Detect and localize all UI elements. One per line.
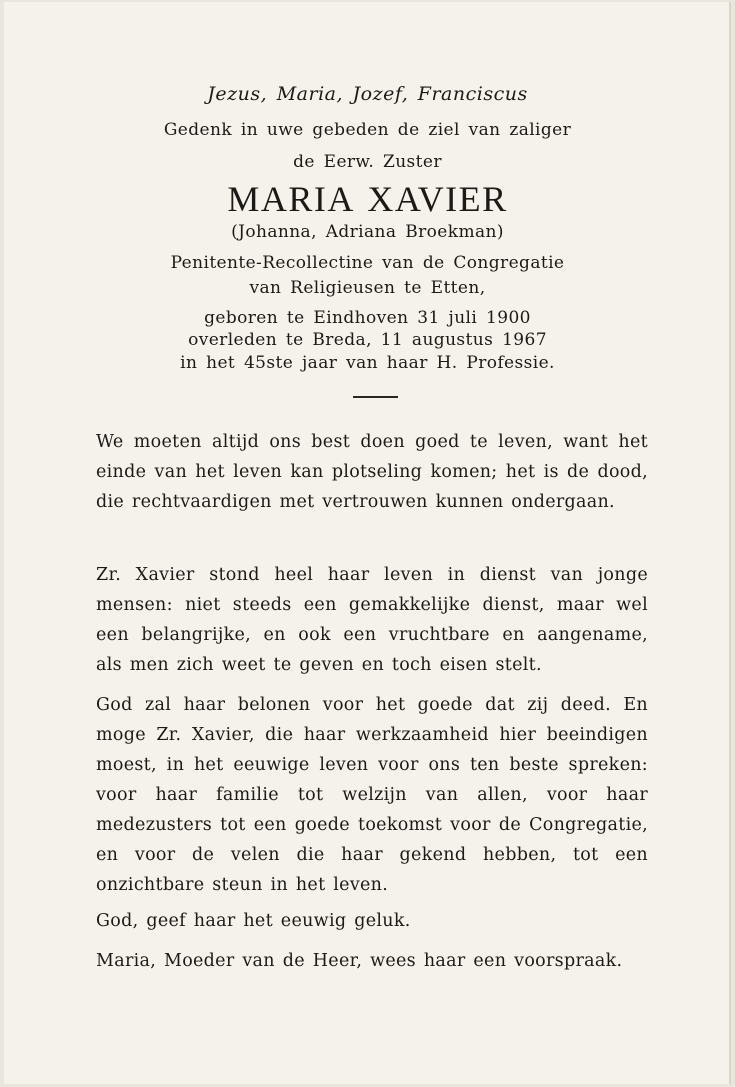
invocation: Jezus, Maria, Jozef, Franciscus bbox=[207, 83, 528, 105]
paragraph-3: God zal haar belonen voor het goede dat zij deed. En moge Zr. Xavier, die haar werkzaamheid hier beeindigen moest, in het eeuwige leven voor ons ten beste spreken: voor haar familie tot welzijn van allen, voor haar medezusters tot een goede toekomst voor de Congregatie, en voor de velen die haar gekend hebben, tot een onzichtbare steun in het leven. bbox=[96, 695, 648, 895]
deceased-name: MARIA XAVIER bbox=[227, 179, 508, 219]
profession-line: in het 45ste jaar van haar H. Professie. bbox=[180, 353, 555, 373]
order-line-1: Penitente-Recollectine van de Congregatie bbox=[170, 253, 565, 273]
divider bbox=[353, 396, 398, 398]
paragraph-1: We moeten altijd ons best doen goed te leven, want het einde van het leven kan plotseling komen; het is de dood, die rechtvaardigen met vertrouwen kunnen ondergaan. bbox=[96, 432, 648, 512]
title-line: de Eerw. Zuster bbox=[293, 152, 442, 172]
remember-line: Gedenk in uwe gebeden de ziel van zaliger bbox=[163, 120, 572, 140]
paragraph-4: God, geef haar het eeuwig geluk. bbox=[96, 911, 411, 931]
paragraph-2: Zr. Xavier stond heel haar leven in dienst van jonge mensen: niet steeds een gemakkelijke dienst, maar wel een belangrijke, en ook een vruchtbare en aangename, als men zich weet te geven en toch eisen stelt. bbox=[96, 565, 648, 675]
order-line-2: van Religieusen te Etten, bbox=[249, 278, 486, 298]
birth-line: geboren te Eindhoven 31 juli 1900 bbox=[204, 308, 531, 328]
death-line: overleden te Breda, 11 augustus 1967 bbox=[188, 330, 547, 350]
civil-name: (Johanna, Adriana Broekman) bbox=[231, 222, 504, 242]
paragraph-5: Maria, Moeder van de Heer, wees haar een voorspraak. bbox=[96, 951, 623, 971]
